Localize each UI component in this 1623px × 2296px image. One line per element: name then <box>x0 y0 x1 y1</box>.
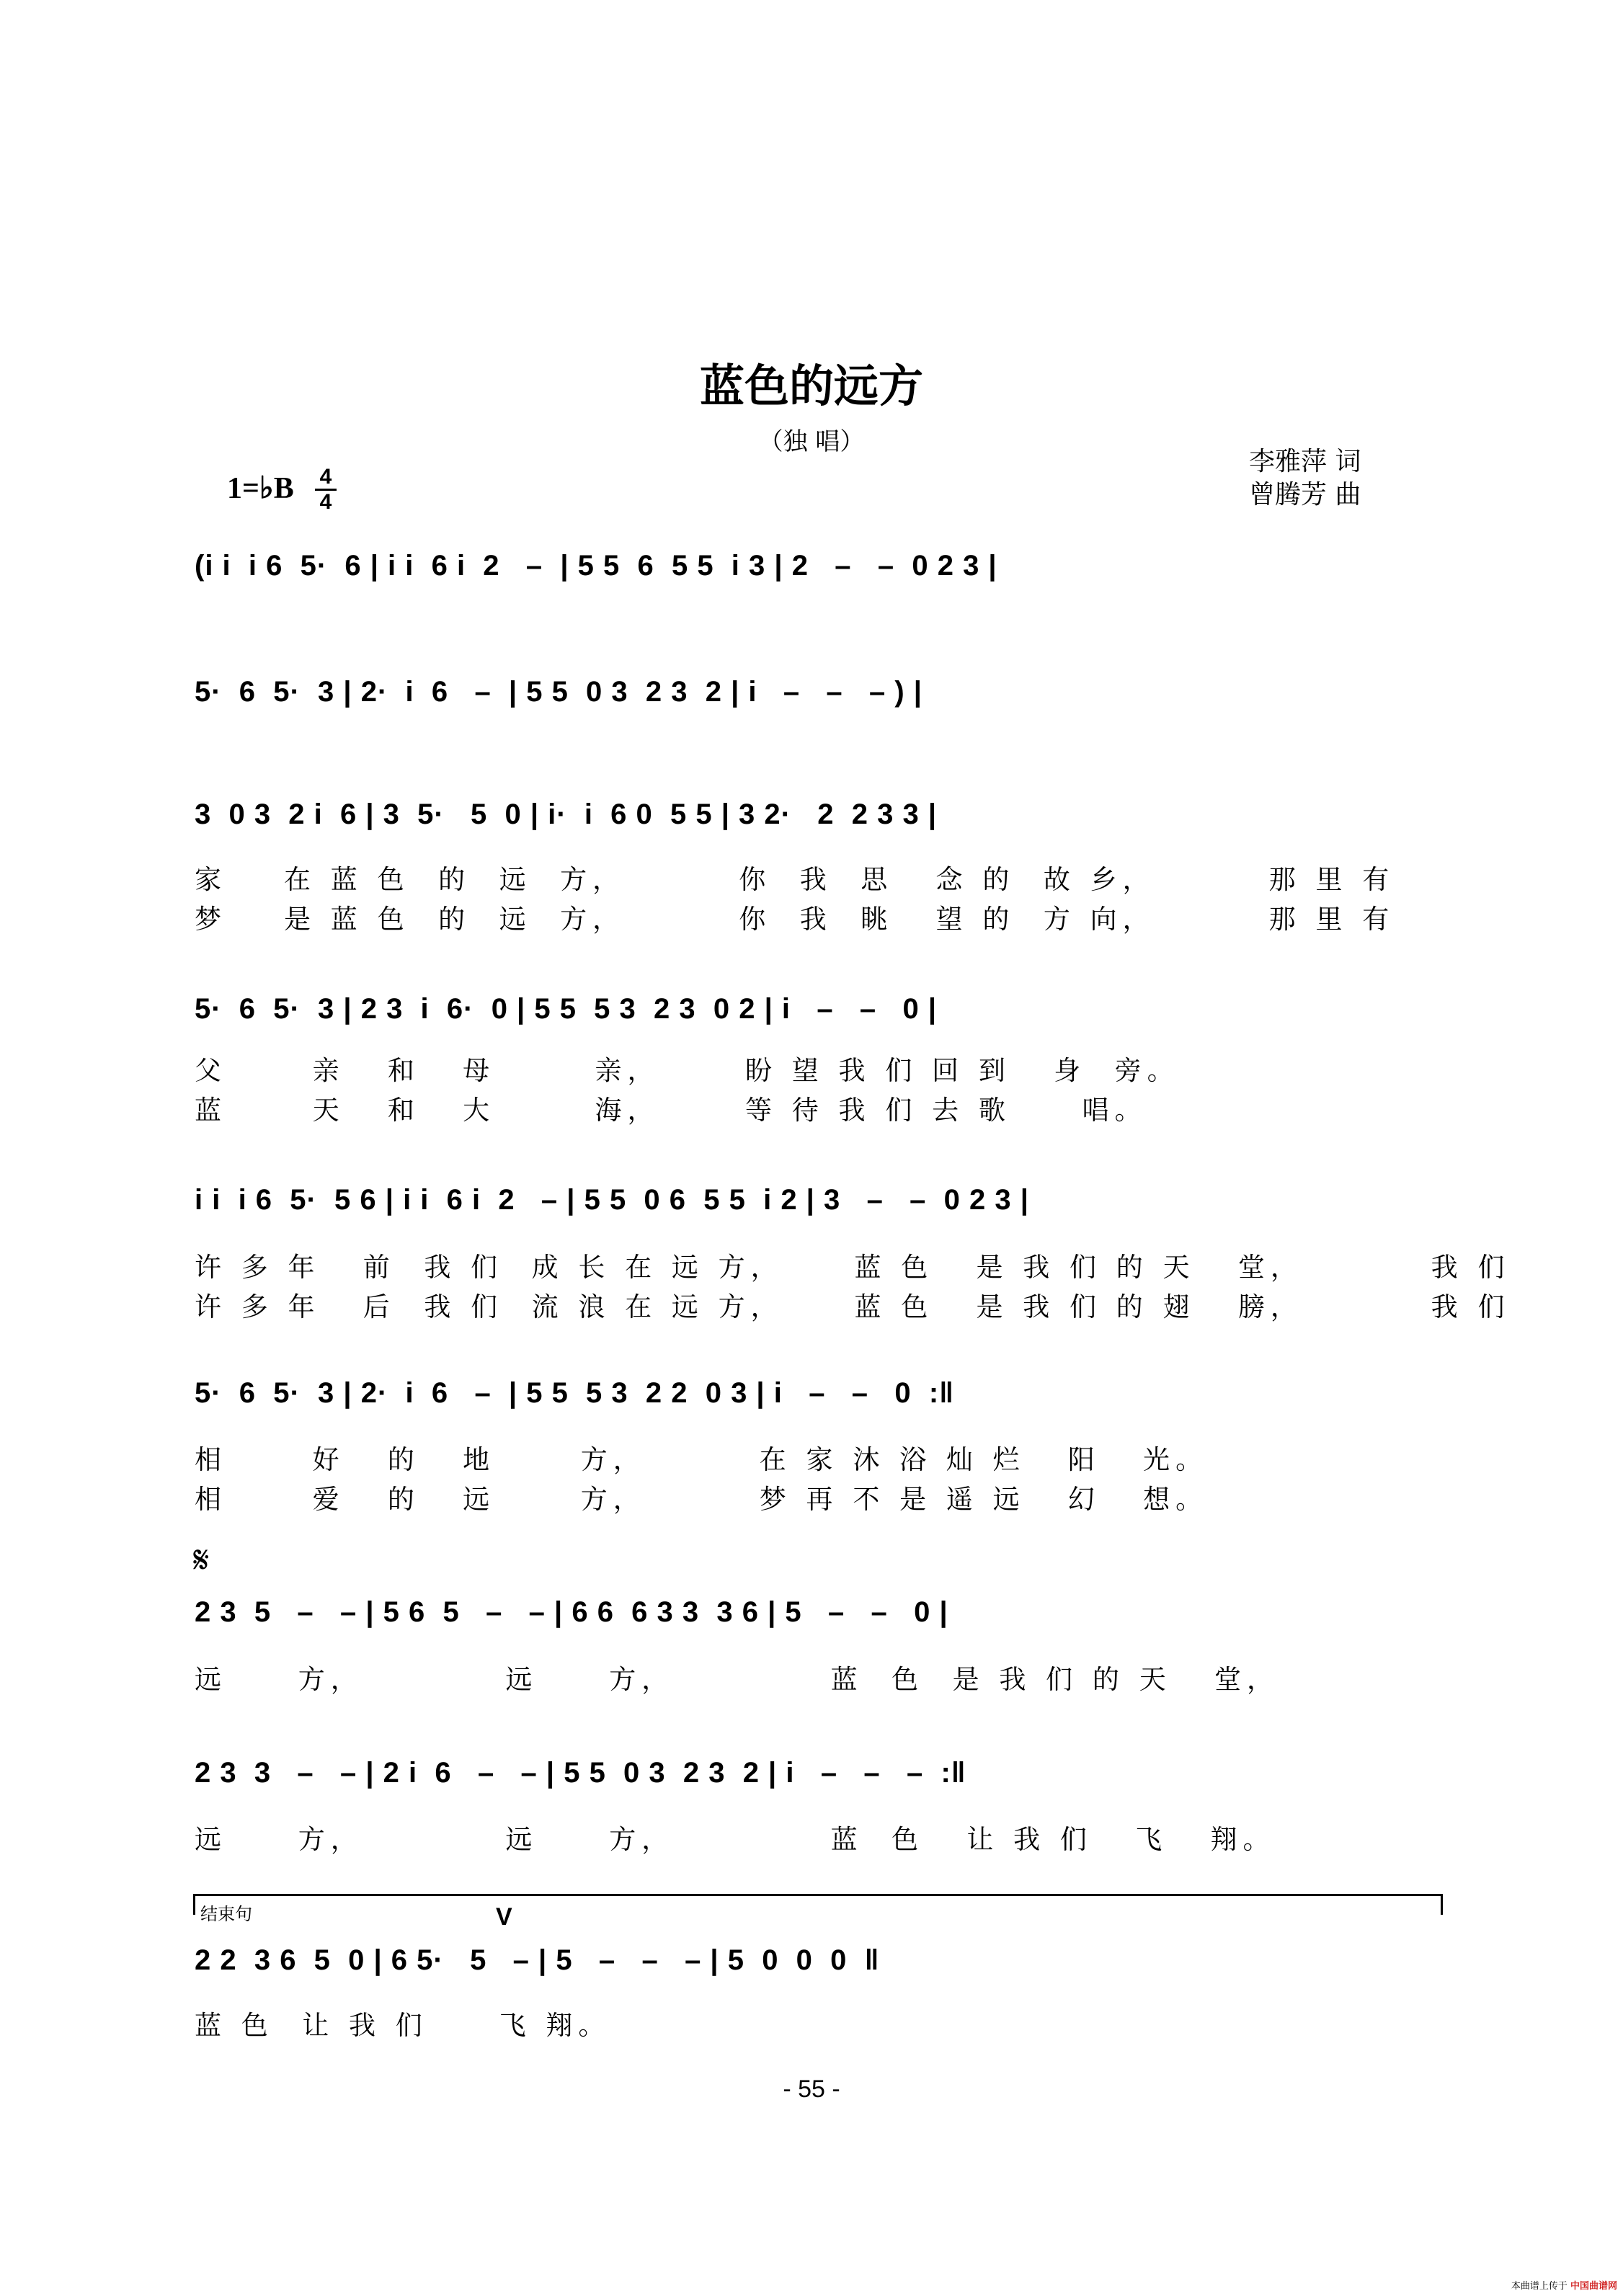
lyrics-line-9: 蓝 色 让 我 们 飞 翔。 <box>195 2010 611 2041</box>
footer-text: 本曲谱上传于 <box>1511 2281 1568 2292</box>
segno-sign: 𝄋 <box>193 1539 210 1582</box>
score-line-3: 3 0 3 2 i 6 | 3 5· 5 0 | i· i 6 0 5 5 | 3 2· 2 2 3 3 | <box>195 798 938 830</box>
score-line-4: 5· 6 5· 3 | 2 3 i 6· 0 | 5 5 5 3 2 3 0 2 | i – – 0 | <box>195 993 938 1025</box>
song-subtitle: （独 唱） <box>758 427 865 456</box>
lyrics-line-4-verse-2: 蓝 天 和 大 海， 等 待 我 们 去 歌 唱。 <box>195 1095 1147 1126</box>
score-line-6: 5· 6 5· 3 | 2· i 6 – | 5 5 5 3 2 2 0 3 | i – – 0 :‖ <box>195 1377 955 1409</box>
score-line-8: 2 3 3 – – | 2 i 6 – – | 5 5 0 3 2 3 2 | i – – – :‖ <box>195 1757 966 1789</box>
lyricist-credit: 李雅萍 词 <box>1249 447 1361 476</box>
score-line-7: 2 3 5 – – | 5 6 5 – – | 6 6 6 3 3 3 6 | 5 – – 0 | <box>195 1596 948 1628</box>
lyrics-line-6-verse-2: 相 爱 的 远 方， 梦 再 不 是 遥 远 幻 想。 <box>195 1484 1209 1515</box>
time-signature-bottom: 4 <box>315 489 337 514</box>
lyrics-line-8: 远 方， 远 方， 蓝 色 让 我 们 飞 翔。 <box>195 1824 1276 1855</box>
coda-bracket <box>193 1894 1443 1915</box>
score-line-9: 2 2 3 6 5 0 | 6 5· 5 – | 5 – – – | 5 0 0 0 ‖ <box>195 1944 880 1976</box>
song-title: 蓝色的远方 <box>699 360 923 412</box>
lyrics-line-5-verse-1: 许 多 年 前 我 们 成 长 在 远 方， 蓝 色 是 我 们 的 天 堂， 我 们 <box>195 1252 1511 1283</box>
coda-label: 结束句 <box>200 1904 252 1924</box>
lyrics-line-7: 远 方， 远 方， 蓝 色 是 我 们 的 天 堂， <box>195 1664 1279 1695</box>
lyrics-line-3-verse-1: 家 在 蓝 色 的 远 方， 你 我 思 念 的 故 乡， 那 里 有 <box>195 864 1395 895</box>
composer-credit: 曾腾芳 曲 <box>1249 480 1361 510</box>
lyrics-line-6-verse-1: 相 好 的 地 方， 在 家 沐 浴 灿 烂 阳 光。 <box>195 1444 1209 1475</box>
score-line-2: 5· 6 5· 3 | 2· i 6 – | 5 5 0 3 2 3 2 | i – – – ) | <box>195 676 922 708</box>
breath-mark: V <box>496 1903 512 1931</box>
time-signature <box>315 466 337 514</box>
key-signature: 1=♭B <box>227 472 294 505</box>
lyrics-line-3-verse-2: 梦 是 蓝 色 的 远 方， 你 我 眺 望 的 方 向， 那 里 有 <box>195 904 1395 935</box>
footer-brand: 中国曲谱网 <box>1570 2281 1617 2292</box>
score-line-5: i i i 6 5· 5 6 | i i 6 i 2 – | 5 5 0 6 5 5 i 2 | 3 – – 0 2 3 | <box>195 1184 1029 1216</box>
lyrics-line-4-verse-1: 父 亲 和 母 亲， 盼 望 我 们 回 到 身 旁。 <box>195 1055 1180 1086</box>
page-number: - 55 - <box>783 2075 840 2103</box>
score-line-1: (i i i 6 5· 6 | i i 6 i 2 – | 5 5 6 5 5 i 3 | 2 – – 0 2 3 | <box>195 550 997 582</box>
lyrics-line-5-verse-2: 许 多 年 后 我 们 流 浪 在 远 方， 蓝 色 是 我 们 的 翅 膀， 我 们 <box>195 1291 1511 1322</box>
time-signature-top: 4 <box>319 465 332 489</box>
upload-footer <box>1511 2278 1617 2292</box>
